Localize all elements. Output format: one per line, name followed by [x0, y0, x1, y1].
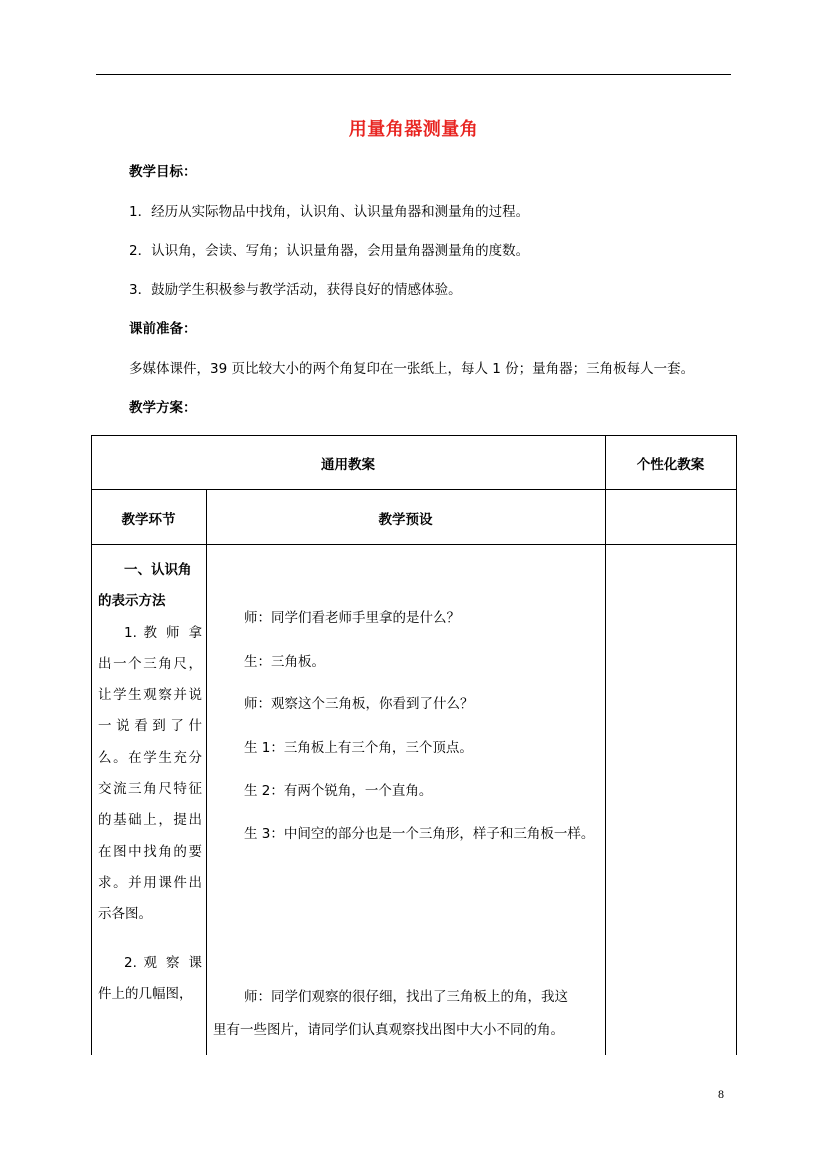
section-title-line1: 一、认识角: [124, 562, 192, 578]
dialogue-line: 师：同学们看老师手里拿的是什么？: [244, 610, 460, 626]
preparation-text: 多媒体课件，39 页比较大小的两个角复印在一张纸上，每人 1 份；量角器；三角板每人一套。: [129, 361, 695, 377]
header-personal-plan: 个性化教案: [636, 457, 705, 473]
section-title-line2: 的表示方法: [98, 593, 166, 610]
table-col-divider-personal: [605, 435, 606, 1055]
table-rule-1: [91, 489, 737, 490]
objective-item-1: 1．经历从实际物品中找角，认识角、认识量角器和测量角的过程。: [129, 204, 530, 220]
table-border-left: [91, 435, 92, 1055]
dialogue-line: 师：观察这个三角板，你看到了什么？: [244, 696, 474, 712]
table-border-top: [91, 435, 737, 436]
stage-step-1: 1. 教 师 拿出一个三角尺，让学生观察并说一说看到了什么。在学生充分交流三角尺特征的基础上，提出在图中找角的要求。并用课件出示各图。: [98, 624, 202, 923]
table-rule-2: [91, 544, 737, 545]
header-rule: [96, 74, 731, 75]
column-stage-label: 教学环节: [121, 512, 176, 528]
preparation-heading: 课前准备：: [129, 321, 197, 337]
table-col-divider-stage: [206, 489, 207, 1055]
stage-cell: [98, 555, 202, 1010]
table-border-right: [736, 435, 737, 1055]
objectives-heading: 教学目标：: [129, 164, 197, 180]
dialogue-line: 生 3：中间空的部分也是一个三角形，样子和三角板一样。: [244, 826, 595, 842]
dialogue-line: 生 1：三角板上有三个角，三个顶点。: [244, 740, 473, 756]
plan-heading: 教学方案：: [129, 400, 197, 416]
page-number: 8: [718, 1087, 724, 1101]
column-preset-label: 教学预设: [378, 512, 433, 528]
objective-item-2: 2．认识角，会读、写角；认识量角器，会用量角器测量角的度数。: [129, 243, 530, 259]
dialogue-line: 里有一些图片，请同学们认真观察找出图中大小不同的角。: [213, 1022, 564, 1038]
stage-step-2: 2. 观 察 课件上的几幅图，: [98, 954, 202, 1002]
dialogue-line: 生：三角板。: [244, 654, 325, 670]
header-general-plan: 通用教案: [321, 457, 375, 473]
dialogue-line: 师：同学们观察的很仔细，找出了三角板上的角，我这: [244, 989, 568, 1005]
objective-item-3: 3．鼓励学生积极参与教学活动，获得良好的情感体验。: [129, 282, 462, 298]
dialogue-line: 生 2：有两个锐角，一个直角。: [244, 783, 433, 799]
document-title: 用量角器测量角: [348, 119, 479, 140]
